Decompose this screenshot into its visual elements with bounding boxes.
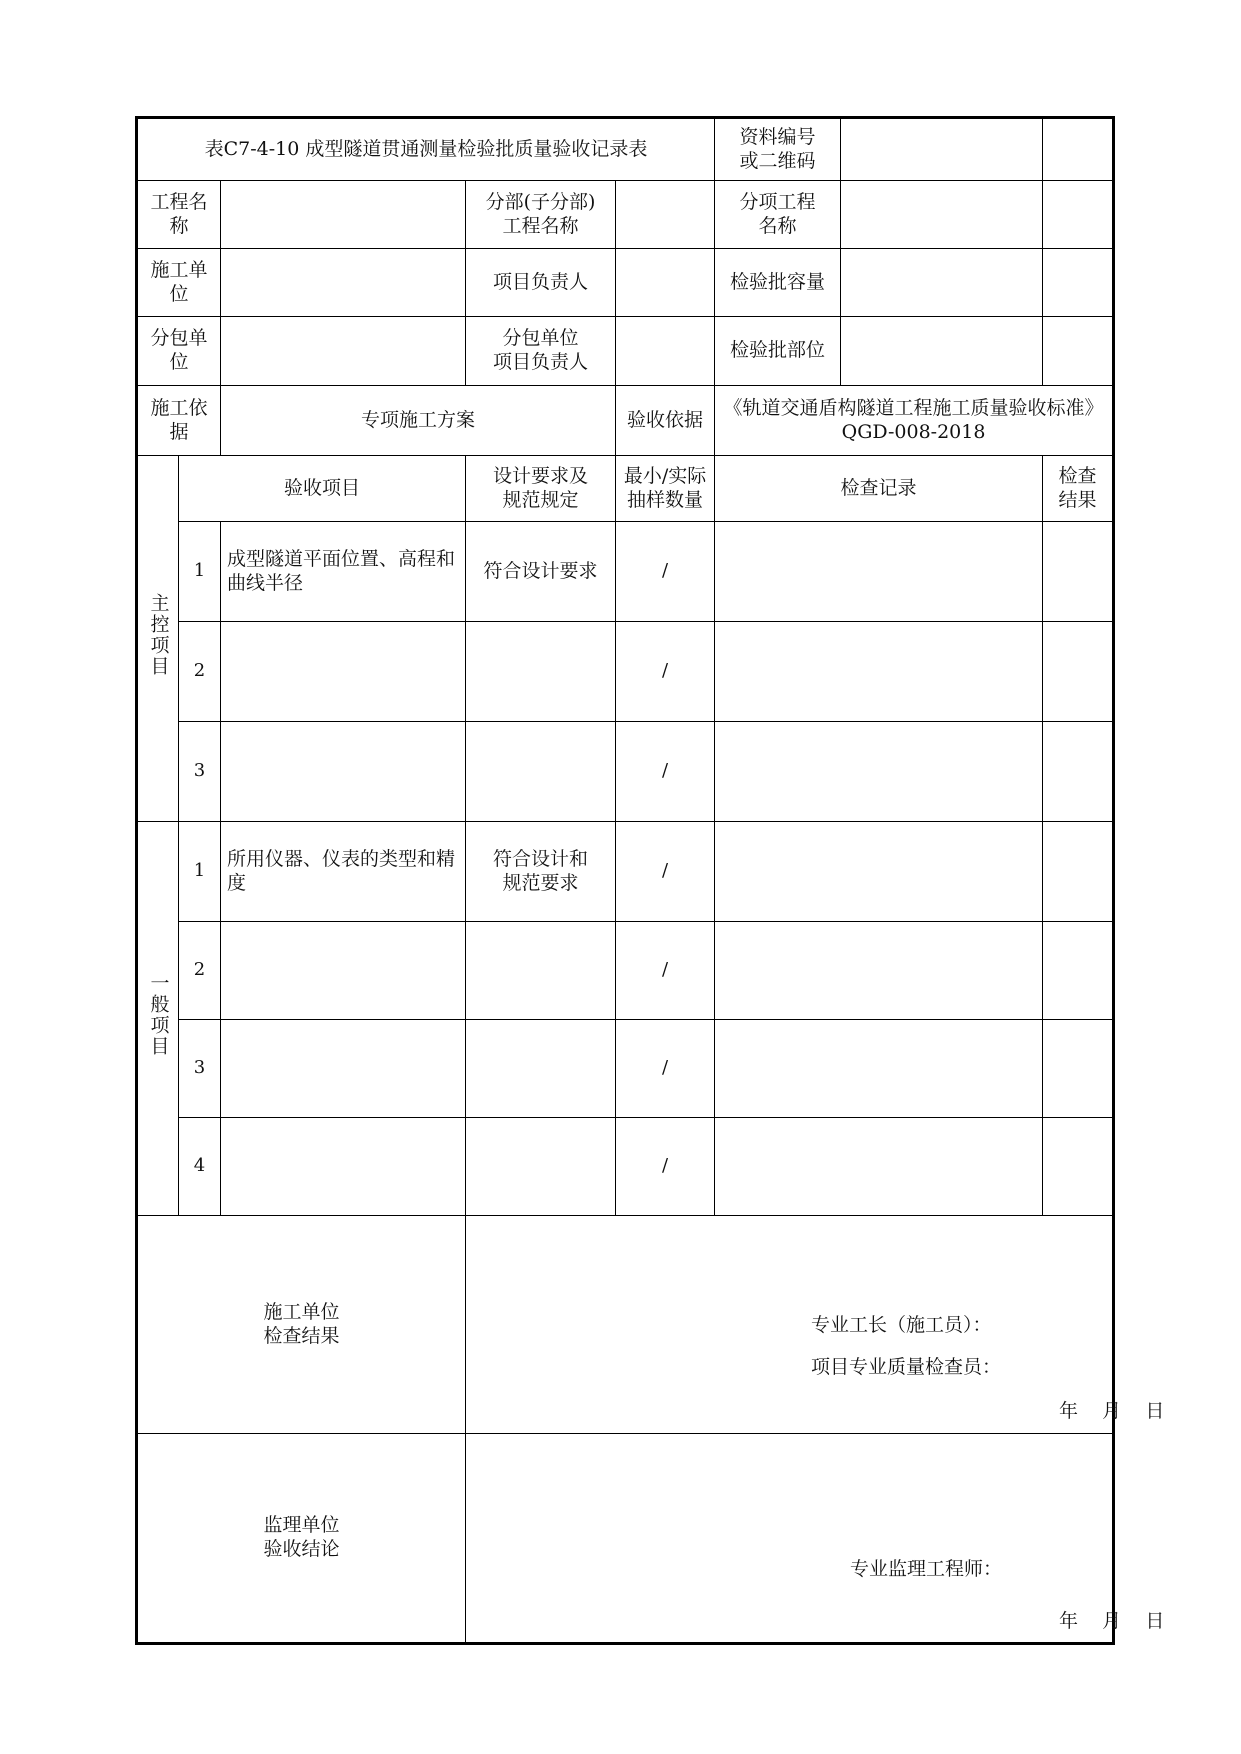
row-number: 2 [179, 622, 221, 722]
item-description: 成型隧道平面位置、高程和曲线半径 [221, 522, 466, 622]
table-row [137, 622, 1114, 722]
sub-project-label: 分部(子分部) 工程名称 [466, 181, 616, 249]
foreman-label: 专业工长（施工员）： [811, 1314, 992, 1336]
requirement[interactable] [466, 1118, 616, 1216]
general-items-group [137, 822, 179, 1216]
project-name-label: 工程名称 [137, 181, 221, 249]
check-result[interactable] [1043, 722, 1114, 822]
contractor-check-label: 施工单位 检查结果 [137, 1216, 466, 1434]
row-number: 2 [179, 922, 221, 1020]
check-record[interactable] [715, 1020, 1043, 1118]
project-manager-label: 项目负责人 [466, 249, 616, 317]
row-number: 3 [179, 722, 221, 822]
contractor-row [137, 249, 1114, 317]
item-description[interactable] [221, 722, 466, 822]
supervisor-check-area[interactable] [466, 1434, 1165, 1644]
column-header-row [137, 456, 1114, 522]
supervisor-date: 年 月 日 [1059, 1610, 1165, 1632]
table-row [137, 822, 1114, 922]
table-row [137, 1118, 1114, 1216]
requirement[interactable] [466, 922, 616, 1020]
requirement[interactable] [466, 722, 616, 822]
batch-capacity-value[interactable] [841, 249, 1042, 316]
project-name-row [137, 181, 1114, 249]
row-number: 1 [179, 822, 221, 922]
item-project-label: 分项工程 名称 [715, 181, 841, 248]
requirement[interactable] [466, 1020, 616, 1118]
subcontractor-row [137, 317, 1114, 386]
sample-count[interactable]: / [616, 922, 715, 1020]
doc-no-value[interactable] [841, 119, 1042, 180]
general-items-label: 一般项目 [147, 973, 170, 1058]
supervisor-check-row [137, 1434, 1114, 1644]
inspection-record-form [135, 116, 1165, 1638]
check-result[interactable] [1043, 822, 1114, 922]
sub-project-value[interactable] [616, 181, 715, 249]
contractor-check-area[interactable] [466, 1216, 1165, 1434]
main-items-label: 主控项目 [147, 593, 170, 678]
sample-count[interactable]: / [616, 522, 715, 622]
item-description: 所用仪器、仪表的类型和精度 [221, 822, 466, 922]
row-number: 4 [179, 1118, 221, 1216]
col-record-header: 检查记录 [715, 456, 1043, 522]
table-row [137, 522, 1114, 622]
table-row [137, 722, 1114, 822]
row-number: 3 [179, 1020, 221, 1118]
batch-capacity-value-cont[interactable] [1043, 249, 1114, 317]
batch-location-label: 检验批部位 [715, 317, 841, 385]
record-table [135, 116, 1165, 1645]
contractor-check-row [137, 1216, 1114, 1434]
construction-basis-value: 专项施工方案 [221, 386, 616, 456]
acceptance-basis-label: 验收依据 [616, 386, 715, 456]
subcontractor-value[interactable] [221, 317, 466, 386]
subcontractor-label: 分包单位 [137, 317, 221, 386]
main-items-group [137, 456, 179, 822]
item-description[interactable] [221, 1118, 466, 1216]
batch-capacity-label: 检验批容量 [715, 249, 841, 316]
batch-location-split [715, 317, 1043, 386]
item-project-value-cont[interactable] [1043, 181, 1114, 249]
col-sample-header: 最小/实际 抽样数量 [616, 456, 715, 522]
table-row [137, 922, 1114, 1020]
check-record[interactable] [715, 822, 1043, 922]
sub-manager-label: 分包单位 项目负责人 [466, 317, 616, 386]
quality-inspector-label: 项目专业质量检查员： [811, 1356, 1002, 1378]
check-result[interactable] [1043, 622, 1114, 722]
contractor-value[interactable] [221, 249, 466, 317]
sample-count[interactable]: / [616, 622, 715, 722]
title-row [137, 118, 1114, 181]
requirement: 符合设计要求 [466, 522, 616, 622]
doc-no-split [715, 118, 1043, 181]
sample-count[interactable]: / [616, 822, 715, 922]
row-number: 1 [179, 522, 221, 622]
check-result[interactable] [1043, 922, 1114, 1020]
item-description[interactable] [221, 922, 466, 1020]
project-manager-value[interactable] [616, 249, 715, 317]
check-record[interactable] [715, 722, 1043, 822]
project-name-value[interactable] [221, 181, 466, 249]
batch-location-value[interactable] [841, 317, 1042, 385]
sample-count[interactable]: / [616, 722, 715, 822]
supervisor-check-label: 监理单位 验收结论 [137, 1434, 466, 1644]
requirement: 符合设计和 规范要求 [466, 822, 616, 922]
check-record[interactable] [715, 1118, 1043, 1216]
item-project-split [715, 181, 1043, 249]
check-record[interactable] [715, 622, 1043, 722]
contractor-date: 年 月 日 [1059, 1400, 1165, 1422]
item-project-value[interactable] [841, 181, 1042, 248]
basis-row [137, 386, 1114, 456]
requirement[interactable] [466, 622, 616, 722]
acceptance-basis-value: 《轨道交通盾构隧道工程施工质量验收标准》 QGD-008-2018 [715, 386, 1114, 456]
check-result[interactable] [1043, 1020, 1114, 1118]
form-title: 表C7-4-10 成型隧道贯通测量检验批质量验收记录表 [137, 118, 715, 181]
check-record[interactable] [715, 922, 1043, 1020]
sub-manager-value[interactable] [616, 317, 715, 386]
col-result-header: 检查 结果 [1043, 456, 1114, 522]
construction-basis-label: 施工依据 [137, 386, 221, 456]
doc-no-value-cont[interactable] [1043, 118, 1114, 181]
sample-count[interactable]: / [616, 1020, 715, 1118]
table-row [137, 1020, 1114, 1118]
batch-capacity-split [715, 249, 1043, 317]
item-description[interactable] [221, 1020, 466, 1118]
check-record[interactable] [715, 522, 1043, 622]
item-description[interactable] [221, 622, 466, 722]
col-requirement-header: 设计要求及 规范规定 [466, 456, 616, 522]
check-result[interactable] [1043, 1118, 1114, 1216]
sample-count[interactable]: / [616, 1118, 715, 1216]
check-result[interactable] [1043, 522, 1114, 622]
batch-location-value-cont[interactable] [1043, 317, 1114, 386]
col-item-header: 验收项目 [179, 456, 466, 522]
contractor-label: 施工单位 [137, 249, 221, 317]
supervising-engineer-label: 专业监理工程师： [850, 1558, 1003, 1580]
doc-no-label: 资料编号 或二维码 [715, 119, 841, 180]
